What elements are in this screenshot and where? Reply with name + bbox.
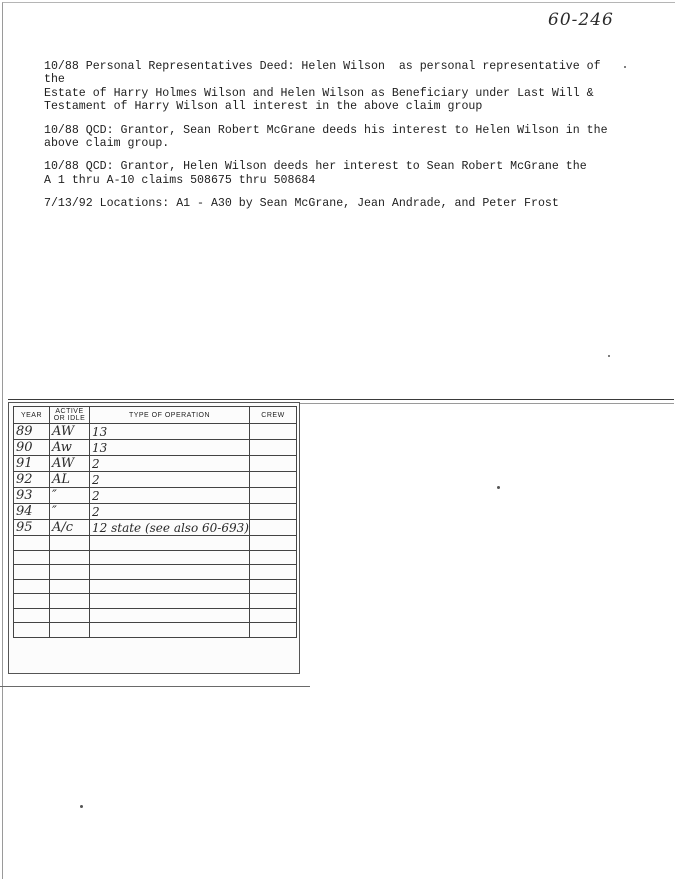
cell-operation: 2 bbox=[90, 472, 250, 488]
cell-operation bbox=[90, 594, 250, 609]
cell-year bbox=[14, 579, 50, 594]
table-row-empty bbox=[14, 623, 297, 638]
cell-active: AW bbox=[50, 424, 90, 440]
cell-crew bbox=[250, 579, 297, 594]
cell-active bbox=[50, 550, 90, 565]
cell-crew bbox=[250, 504, 297, 520]
table-row bbox=[14, 504, 297, 520]
cell-year bbox=[14, 536, 50, 551]
cell-active bbox=[50, 579, 90, 594]
cell-year bbox=[14, 565, 50, 580]
cell-active bbox=[50, 608, 90, 623]
cell-active: ″ bbox=[50, 504, 90, 520]
entry-qcd-wilson: 10/88 QCD: Grantor, Helen Wilson deeds her interest to Sean Robert McGrane the A 1 thru A-10 claims 508675 thru 508684 bbox=[44, 160, 587, 187]
cell-operation bbox=[90, 536, 250, 551]
work-record-card bbox=[8, 402, 300, 674]
card-divider-faint bbox=[300, 403, 674, 404]
header-crew: CREW bbox=[250, 407, 297, 424]
cell-active bbox=[50, 594, 90, 609]
table-row bbox=[14, 424, 297, 440]
cell-active bbox=[50, 565, 90, 580]
header-operation: TYPE OF OPERATION bbox=[90, 407, 250, 424]
table-header-row bbox=[14, 407, 297, 424]
cell-operation bbox=[90, 565, 250, 580]
table-row-empty bbox=[14, 550, 297, 565]
cell-crew bbox=[250, 623, 297, 638]
cell-operation: 2 bbox=[90, 488, 250, 504]
header-year: YEAR bbox=[14, 407, 50, 424]
cell-operation bbox=[90, 608, 250, 623]
cell-year bbox=[14, 550, 50, 565]
cell-year: 92 bbox=[14, 472, 50, 488]
cell-year: 91 bbox=[14, 456, 50, 472]
cell-operation: 13 bbox=[90, 440, 250, 456]
header-active-idle: ACTIVE OR IDLE bbox=[50, 407, 90, 424]
cell-operation bbox=[90, 579, 250, 594]
scan-speck bbox=[608, 355, 610, 357]
cell-active: A/c bbox=[50, 520, 90, 536]
cell-year: 90 bbox=[14, 440, 50, 456]
cell-crew bbox=[250, 608, 297, 623]
cell-operation bbox=[90, 623, 250, 638]
work-record-table bbox=[13, 406, 297, 638]
cell-year: 94 bbox=[14, 504, 50, 520]
table-row bbox=[14, 488, 297, 504]
cell-year: 93 bbox=[14, 488, 50, 504]
card-divider bbox=[8, 399, 674, 400]
scan-speck bbox=[497, 486, 500, 489]
cell-active: Aw bbox=[50, 440, 90, 456]
cell-year: 95 bbox=[14, 520, 50, 536]
cell-active: ″ bbox=[50, 488, 90, 504]
table-row-empty bbox=[14, 579, 297, 594]
cell-crew bbox=[250, 424, 297, 440]
cell-operation: 12 state (see also 60-693) bbox=[90, 520, 250, 536]
table-row bbox=[14, 472, 297, 488]
scan-speck bbox=[624, 66, 626, 68]
table-row-empty bbox=[14, 608, 297, 623]
table-body bbox=[14, 424, 297, 638]
table-row-empty bbox=[14, 594, 297, 609]
cell-crew bbox=[250, 456, 297, 472]
entry-qcd-mcgrane: 10/88 QCD: Grantor, Sean Robert McGrane deeds his interest to Helen Wilson in the above claim group. bbox=[44, 123, 608, 151]
table-row bbox=[14, 440, 297, 456]
bottom-rule bbox=[0, 686, 310, 687]
cell-crew bbox=[250, 536, 297, 551]
cell-year: 89 bbox=[14, 424, 50, 440]
cell-crew bbox=[250, 565, 297, 580]
entry-personal-rep-deed: 10/88 Personal Representatives Deed: Helen Wilson as personal representative of the Estate of Harry Holmes Wilson and Helen Wilson as Beneficiary under Last Will & Testament of Harry Wilson all interest in the above claim group bbox=[44, 60, 601, 114]
document-number: 60-246 bbox=[548, 10, 614, 30]
cell-year bbox=[14, 623, 50, 638]
cell-year bbox=[14, 608, 50, 623]
table-row bbox=[14, 520, 297, 536]
table-row-empty bbox=[14, 536, 297, 551]
table-row bbox=[14, 456, 297, 472]
cell-crew bbox=[250, 440, 297, 456]
cell-operation bbox=[90, 550, 250, 565]
table-row-empty bbox=[14, 565, 297, 580]
cell-crew bbox=[250, 472, 297, 488]
entries-list bbox=[44, 60, 624, 221]
cell-operation: 2 bbox=[90, 456, 250, 472]
cell-crew bbox=[250, 594, 297, 609]
entry-locations: 7/13/92 Locations: A1 - A30 by Sean McGrane, Jean Andrade, and Peter Frost bbox=[44, 197, 559, 211]
cell-active: AW bbox=[50, 456, 90, 472]
cell-active bbox=[50, 623, 90, 638]
cell-active: AL bbox=[50, 472, 90, 488]
cell-operation: 13 bbox=[90, 424, 250, 440]
cell-active bbox=[50, 536, 90, 551]
cell-operation: 2 bbox=[90, 504, 250, 520]
cell-crew bbox=[250, 520, 297, 536]
cell-crew bbox=[250, 488, 297, 504]
cell-crew bbox=[250, 550, 297, 565]
scan-speck bbox=[80, 805, 83, 808]
cell-year bbox=[14, 594, 50, 609]
